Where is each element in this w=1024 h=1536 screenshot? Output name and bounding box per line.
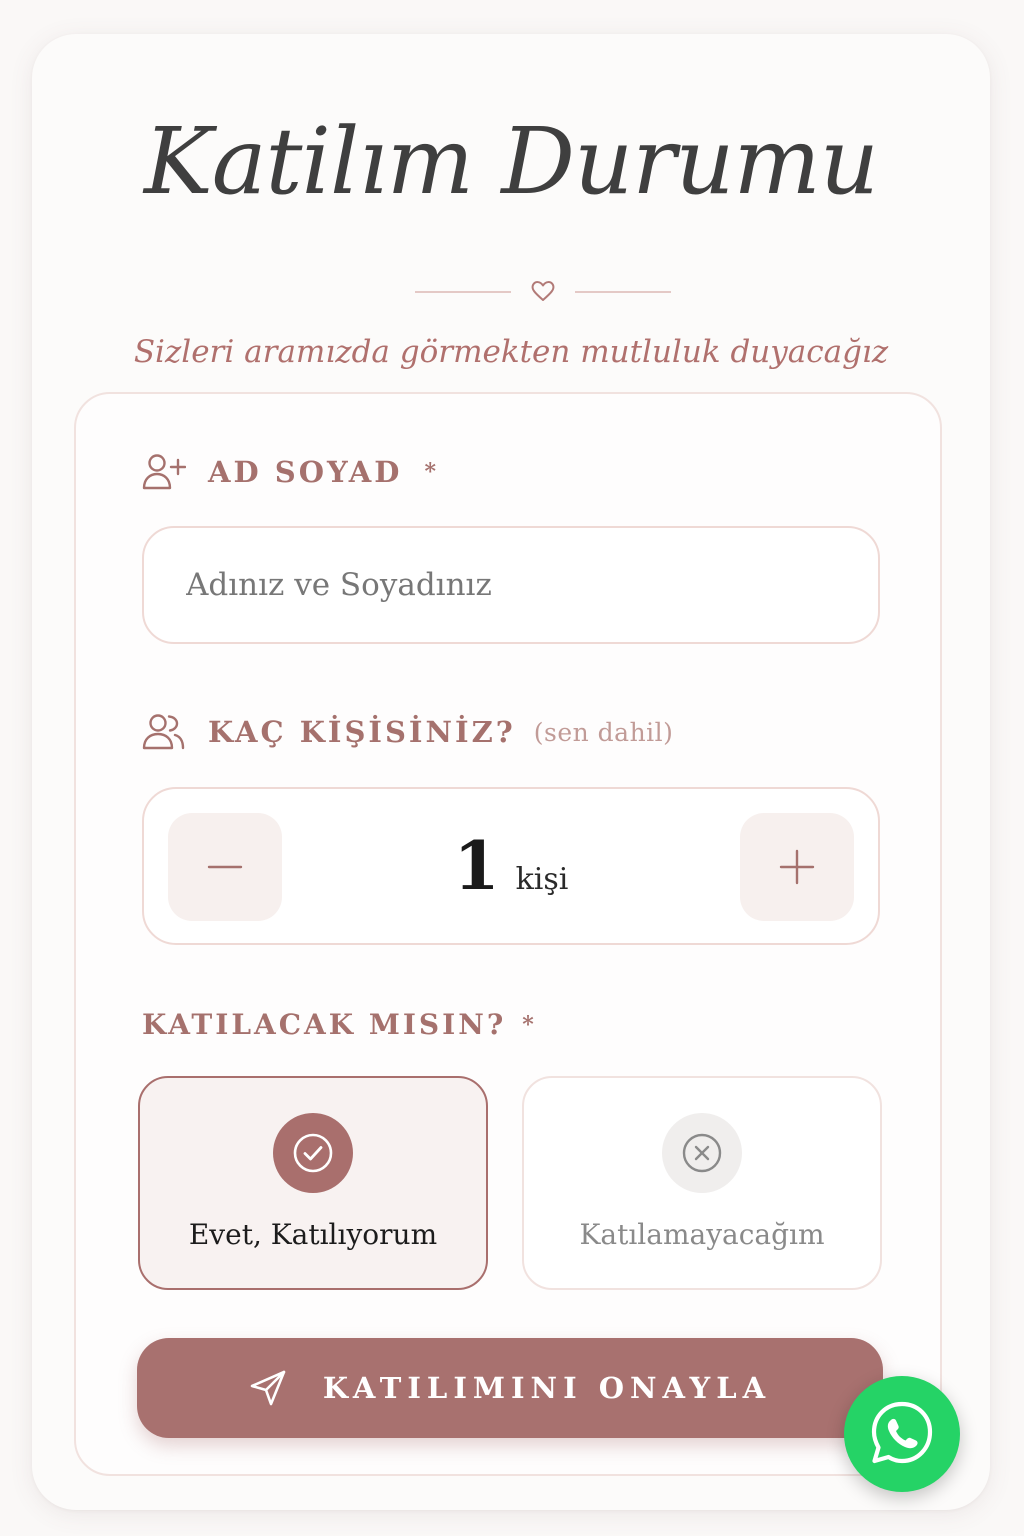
plus-icon [778,848,816,886]
divider-line-left [415,291,511,293]
attendance-label-text: KATILACAK MISIN? [142,1008,507,1041]
guest-count-value: 1 [453,827,500,905]
guest-count-hint: (sen dahil) [533,717,674,747]
attend-yes-label: Evet, Katılıyorum [188,1218,438,1251]
required-mark: * [522,1011,537,1038]
name-label [142,452,439,492]
attend-no-option[interactable] [522,1076,882,1290]
guest-count-stepper [142,787,880,945]
whatsapp-icon [868,1399,936,1467]
check-circle-badge [273,1113,353,1193]
submit-label: KATILIMINI ONAYLA [322,1371,772,1405]
guest-count-label-text: KAÇ KİŞİSİNİZ? [208,715,516,749]
page-subtitle: Sizleri aramızda görmekten mutluluk duyacağız [133,334,889,370]
divider-line-right [575,291,671,293]
name-input[interactable] [142,526,880,644]
x-circle-icon [682,1133,722,1173]
users-icon [142,712,186,752]
check-circle-icon [293,1133,333,1173]
attend-yes-option[interactable] [138,1076,488,1290]
heart-icon [529,279,557,303]
guest-count-unit: kişi [515,862,569,897]
attend-no-label: Katılamayacağım [579,1218,825,1251]
user-plus-icon [142,452,186,492]
send-icon [249,1369,287,1407]
required-mark: * [424,459,439,485]
name-label-text: AD SOYAD [208,455,403,489]
increment-button[interactable] [740,813,854,921]
submit-button[interactable] [137,1338,883,1438]
whatsapp-button[interactable] [844,1376,960,1492]
page-title: Katilım Durumu [143,108,879,215]
title-divider [415,277,671,305]
x-circle-badge [662,1113,742,1193]
attendance-label [142,1008,537,1041]
guest-count-label [142,712,673,752]
